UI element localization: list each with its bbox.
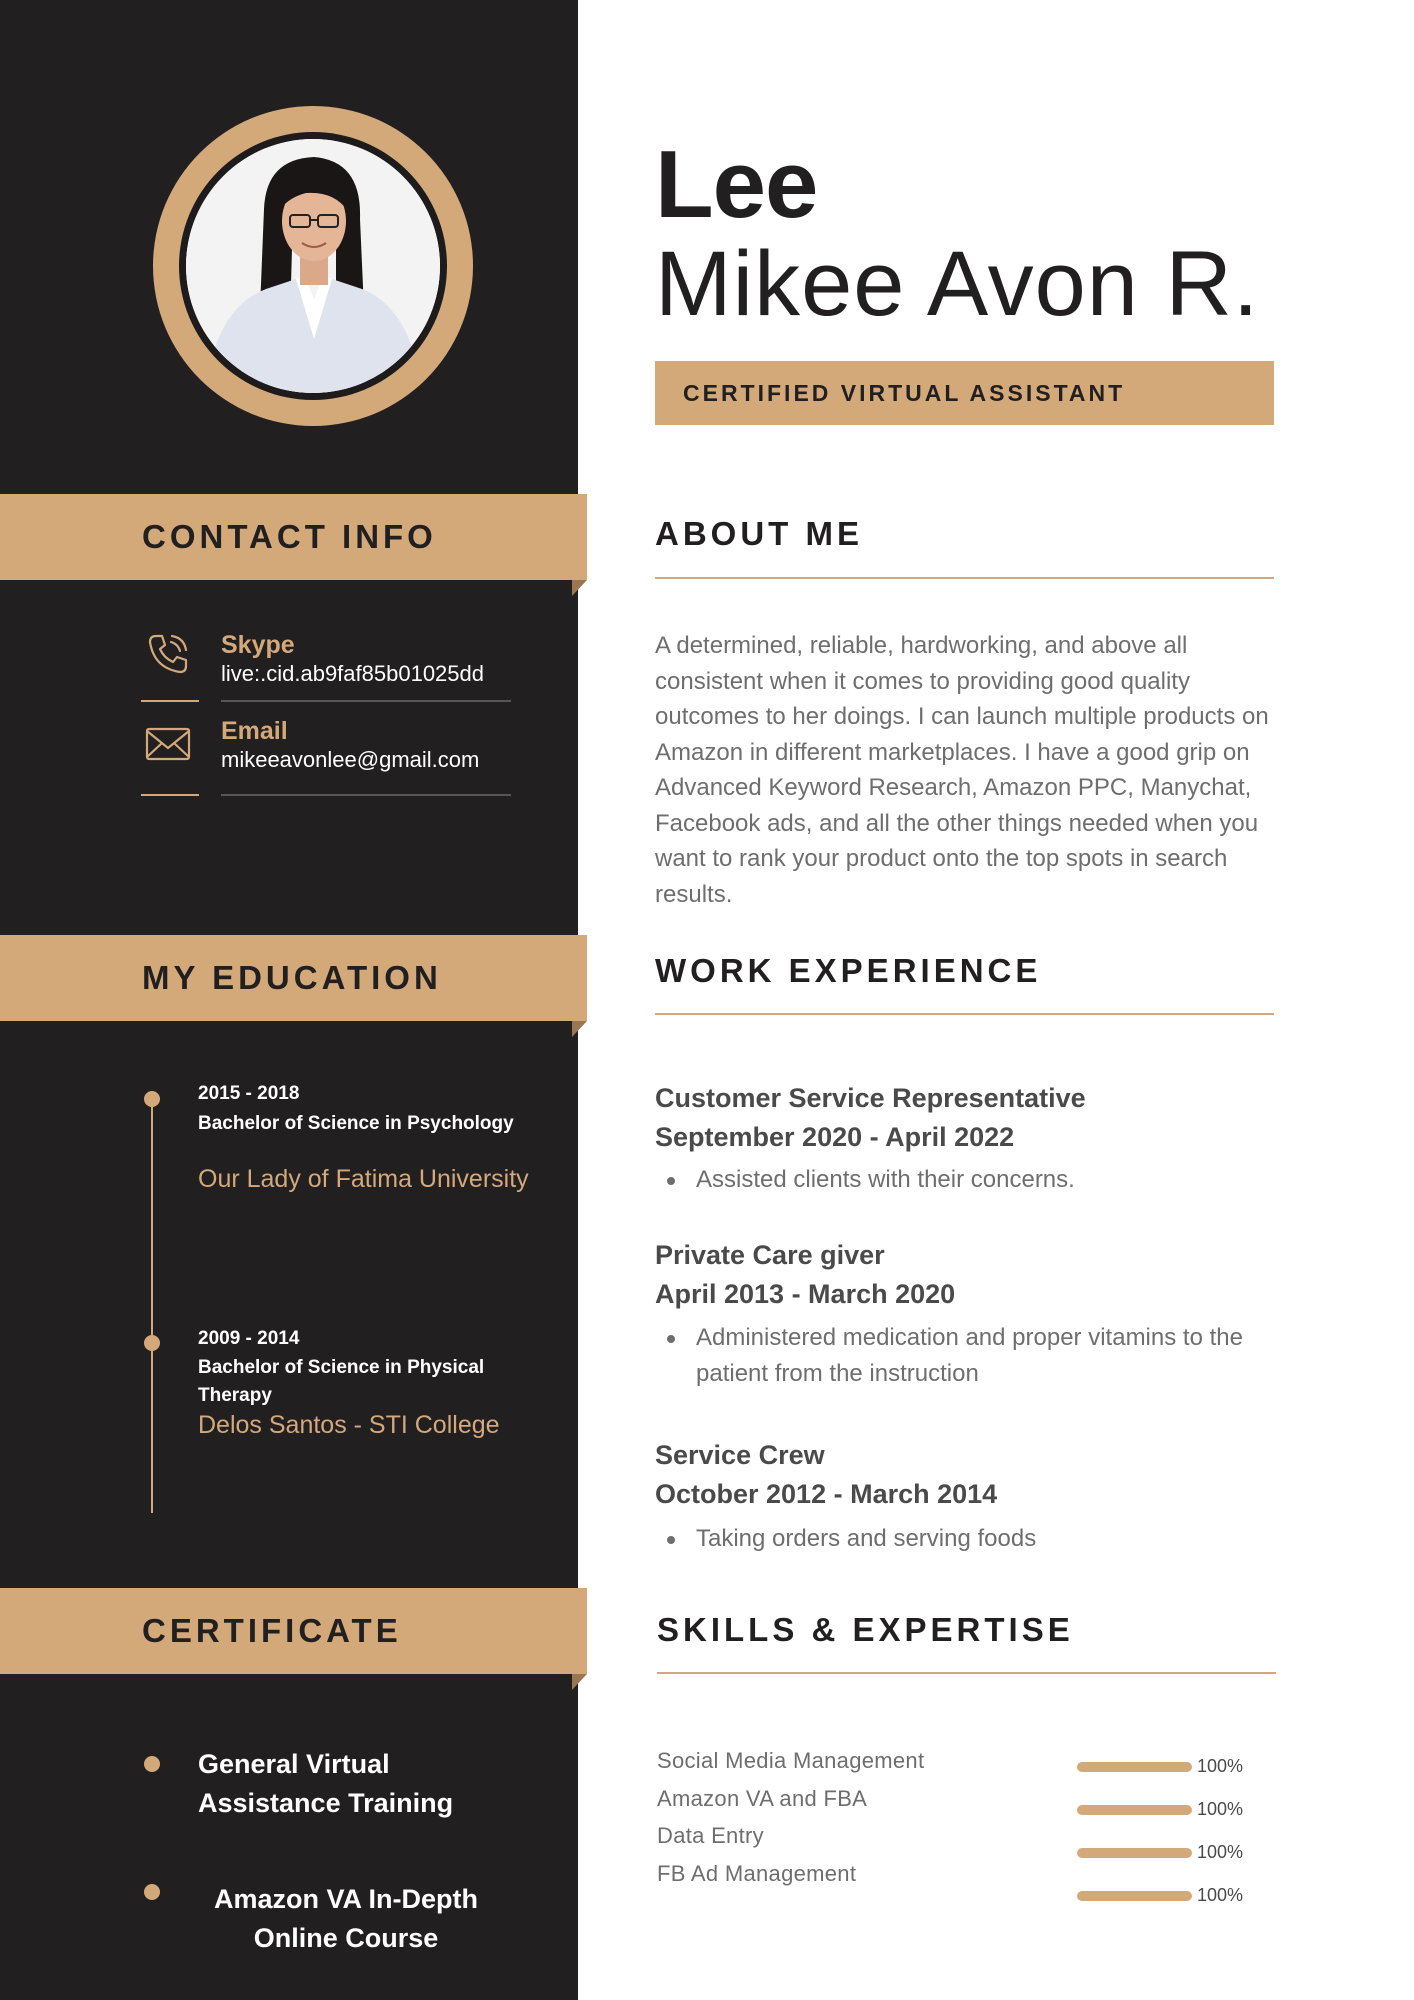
job-dates: October 2012 - March 2014	[655, 1479, 998, 1509]
section-rule	[657, 1672, 1276, 1674]
skill-percent: 100%	[1197, 1799, 1244, 1819]
job-bullet	[667, 1335, 675, 1343]
about-heading: ABOUT ME	[655, 515, 863, 552]
skill-level-bar	[1077, 1762, 1192, 1772]
last-name: Mikee Avon R.	[655, 233, 1260, 335]
timeline-dot	[144, 1335, 160, 1351]
education-school: Our Lady of Fatima University	[198, 1165, 529, 1193]
education-degree: Bachelor of Science in Physical Therapy	[198, 1357, 485, 1406]
job-title: CERTIFIED VIRTUAL ASSISTANT	[683, 380, 1126, 406]
education-heading: MY EDUCATION	[142, 959, 442, 996]
education-years: 2015 - 2018	[198, 1083, 300, 1104]
job-title-band	[655, 361, 1274, 425]
contact-info-heading: CONTACT INFO	[142, 518, 437, 555]
skills-heading: SKILLS & EXPERTISE	[657, 1611, 1074, 1648]
job-role: Service Crew	[655, 1440, 825, 1470]
job-description: Assisted clients with their concerns.	[696, 1166, 1075, 1193]
contact-info-ribbon	[0, 494, 587, 580]
first-name: Lee	[655, 131, 818, 238]
left-panel	[0, 0, 578, 2000]
job-bullet	[667, 1177, 675, 1185]
skill-percent: 100%	[1197, 1842, 1244, 1862]
skill-name: Social Media Management	[657, 1748, 925, 1773]
phone-icon	[144, 630, 192, 678]
work-heading: WORK EXPERIENCE	[655, 952, 1042, 989]
divider	[221, 794, 511, 796]
job-dates: September 2020 - April 2022	[655, 1122, 1015, 1152]
skill-name: Amazon VA and FBA	[657, 1786, 868, 1811]
envelope-icon	[144, 720, 192, 768]
job-description: Administered medication and proper vitamins to the patient from the instruction	[696, 1324, 1243, 1387]
education-degree: Bachelor of Science in Psychology	[198, 1113, 514, 1134]
skill-level-bar	[1077, 1805, 1192, 1815]
skill-percent: 100%	[1197, 1885, 1244, 1905]
education-years: 2009 - 2014	[198, 1328, 300, 1349]
job-dates: April 2013 - March 2020	[655, 1279, 956, 1309]
job-role: Customer Service Representative	[655, 1083, 1086, 1113]
profile-photo-frame	[153, 106, 473, 426]
profile-photo	[186, 139, 440, 393]
certificate-bullet	[144, 1756, 160, 1772]
job-bullet	[667, 1536, 675, 1544]
email-value[interactable]: mikeeavonlee@gmail.com	[221, 747, 480, 772]
certificate-bullet	[144, 1884, 160, 1900]
timeline-dot	[144, 1091, 160, 1107]
skill-level-bar	[1077, 1891, 1192, 1901]
about-text: A determined, reliable, hardworking, and above all consistent when it comes to providing good quality outcomes to her doings. I can launch multiple products on Amazon in different marketplaces. I have a good grip on Advanced Keyword Research, Amazon PPC, Manychat, Facebook ads, and all the other things needed when you want to rank your product onto the top spots in search results.	[655, 632, 1269, 908]
certificate-item: General Virtual Assistance Training	[198, 1749, 454, 1818]
certificate-heading: CERTIFICATE	[142, 1612, 402, 1649]
section-rule	[655, 577, 1274, 579]
divider	[221, 700, 511, 702]
education-school: Delos Santos - STI College	[198, 1411, 500, 1439]
certificate-item: Amazon VA In-Depth Online Course	[214, 1884, 478, 1953]
education-ribbon	[0, 935, 587, 1021]
skill-name: FB Ad Management	[657, 1861, 857, 1886]
certificate-ribbon	[0, 1588, 587, 1674]
email-label: Email	[221, 717, 288, 745]
skype-label: Skype	[221, 631, 295, 659]
divider	[141, 700, 199, 702]
job-description: Taking orders and serving foods	[696, 1525, 1037, 1552]
skill-level-bar	[1077, 1848, 1192, 1858]
divider	[141, 794, 199, 796]
timeline-line	[151, 1098, 153, 1513]
skype-value[interactable]: live:.cid.ab9faf85b01025dd	[221, 661, 484, 686]
section-rule	[655, 1013, 1274, 1015]
job-role: Private Care giver	[655, 1240, 885, 1270]
skill-percent: 100%	[1197, 1756, 1244, 1776]
skill-name: Data Entry	[657, 1823, 764, 1848]
